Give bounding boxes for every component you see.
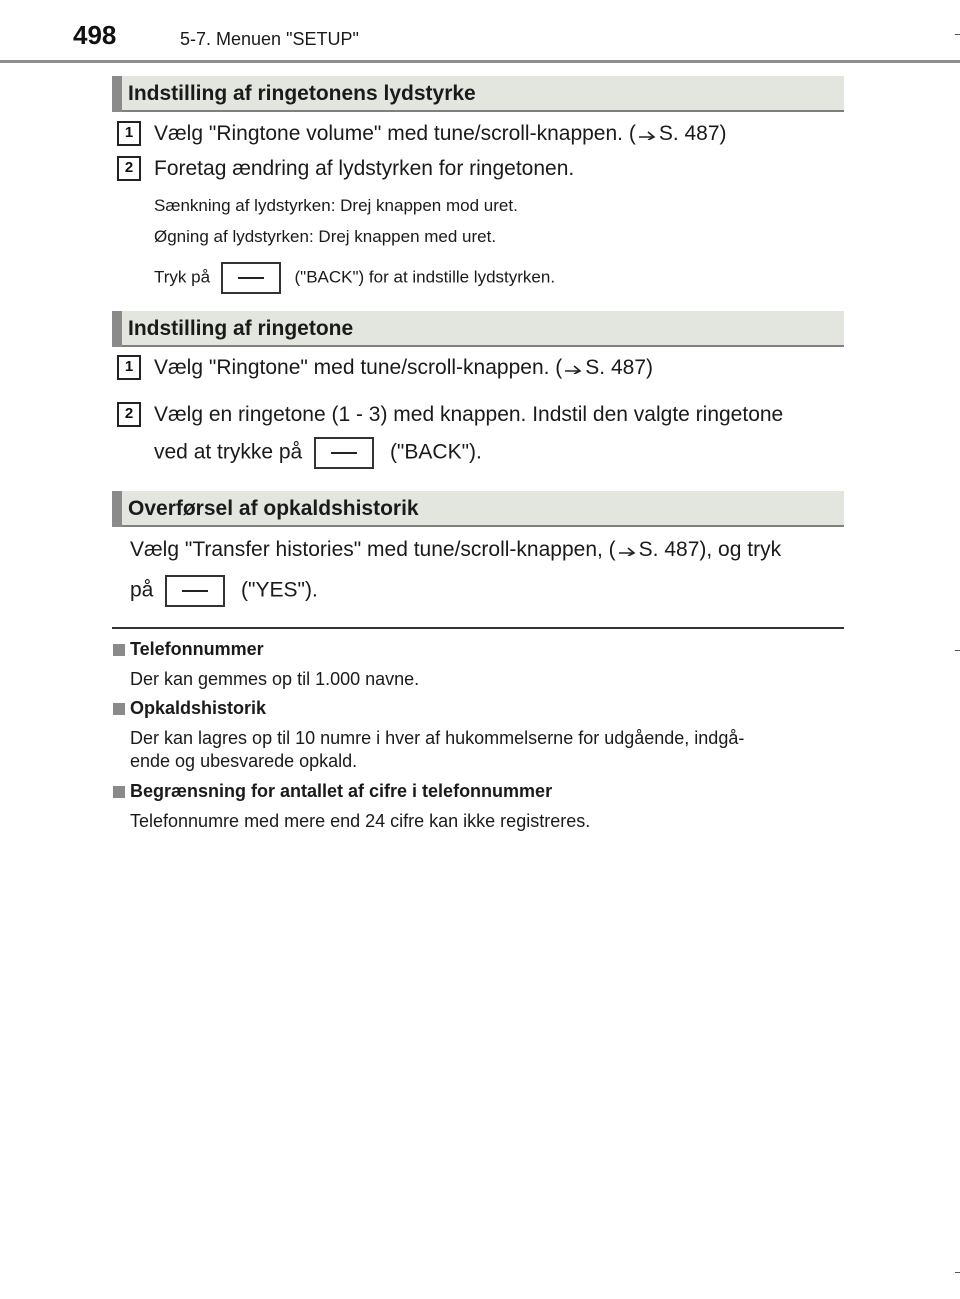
section-heading-transfer-history [112,491,844,527]
step-text: Foretag ændring af lydstyrken for ringetonen. [154,157,575,180]
section-heading-ringtone [112,311,844,347]
page-number: 498 [73,20,117,50]
square-bullet-icon [113,786,125,798]
step-number-1: 1 [117,355,141,380]
right-arrow-icon [638,128,658,140]
chapter-title: 5-7. Menuen "SETUP" [180,29,359,49]
square-bullet-icon [113,703,125,715]
blank-button-icon [165,575,225,607]
square-bullet-icon [113,644,125,656]
note-heading: Begrænsning for antallet af cifre i telefonnummer [130,781,553,801]
note-heading: Telefonnummer [130,639,264,659]
blank-button-icon [221,262,281,294]
instruction-text: Vælg "Transfer histories" med tune/scroll-knappen, ( S. 487), og tryk [130,538,782,561]
right-arrow-icon [618,544,638,556]
sub-instruction: Øgning af lydstyrken: Drej knappen med uret. [154,227,497,246]
crop-mark [955,650,960,651]
section-title: Indstilling af ringetone [128,317,354,340]
step-text: Vælg "Ringtone volume" med tune/scroll-knappen. ( S. 487) [154,122,727,145]
step-number-2: 2 [117,156,141,181]
blank-button-icon [314,437,374,469]
step-number-1: 1 [117,121,141,146]
note-heading: Opkaldshistorik [130,698,267,718]
step-text: Vælg "Ringtone" med tune/scroll-knappen. ( S. 487) [154,356,654,379]
note-body: Telefonnumre med mere end 24 cifre kan ikke registreres. [130,811,591,831]
step-text-continued: ved at trykke på ("BACK"). [154,437,482,469]
section-title: Indstilling af ringetonens lydstyrke [128,82,476,105]
sub-instruction: Sænkning af lydstyrken: Drej knappen mod uret. [154,196,518,215]
crop-mark [955,1272,960,1273]
step-text: Vælg en ringetone (1 - 3) med knappen. Indstil den valgte ringetone [154,403,784,426]
note-body: Der kan gemmes op til 1.000 navne. [130,669,420,689]
section-heading-ringtone-volume [112,76,844,112]
button-instruction: Tryk på ("BACK") for at indstille lydstyrken. [154,262,555,294]
crop-mark [955,34,960,35]
header-divider [0,60,960,63]
notes-divider [112,627,844,629]
right-arrow-icon [564,362,584,374]
note-body: Der kan lagres op til 10 numre i hver af hukommelserne for udgående, indgå- ende og ubesvarede opkald. [130,728,745,771]
section-title: Overførsel af opkaldshistorik [128,497,419,520]
step-number-2: 2 [117,402,141,427]
instruction-text-continued: på ("YES"). [130,575,318,607]
